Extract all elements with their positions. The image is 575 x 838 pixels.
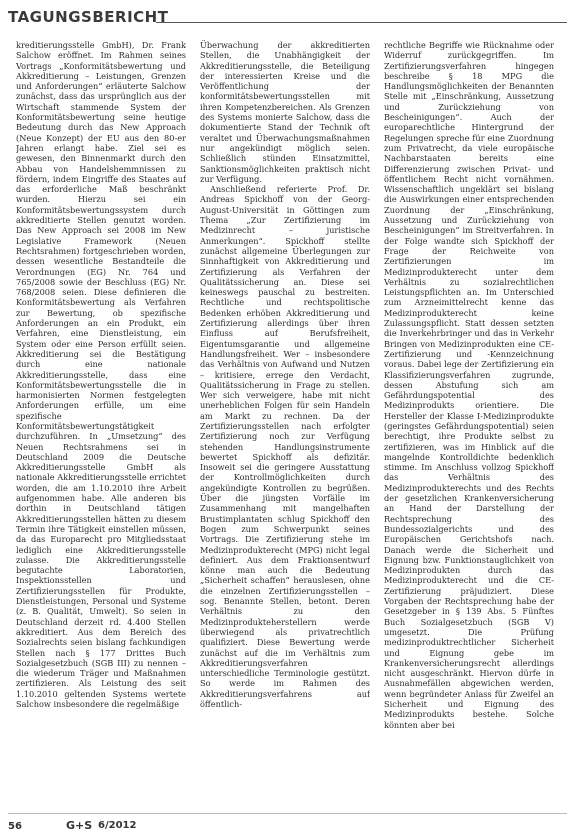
text-column-3	[384, 40, 554, 815]
page-footer	[8, 813, 567, 838]
text-column-2	[200, 40, 370, 815]
page-number: 56	[8, 821, 22, 832]
section-title: TAGUNGSBERICHT	[8, 8, 169, 26]
paragraph: kreditierungsstelle GmbH), Dr. Frank Salchow eröffnet. Im Rahmen seines Vortrags „Konformitätsbewertung und Akkreditierung – Leistungen, Grenzen und Anforderungen“ erläuterte Salchow zunächst, dass das ursprünglich aus der Wirtschaft stammende System der Konformitätsbewertung seine heutige Bedeutung durch das New Approach (Neue Konzept) der EU aus den 80-er Jahren erlangt habe. Ziel sei es gewesen, den Binnenmarkt durch den Abbau von Handelshemmnissen zu fördern, indem Eingriffe des Staates auf das erforderliche Maß beschränkt wurden. Hierzu sei ein Konformitätsbewertungssystem durch akkreditierte Stellen genutzt worden. Das New Approach sei 2008 im New Legislative Framework (Neuen Rechtsrahmen) fortgeschrieben worden, dessen wesentliche Bestandteile die Verordnungen (EG) Nr. 764 und 765/2008 sowie der Beschluss (EG) Nr. 768/2008 seien. Diese definieren die Konformitätsbewertung als Verfahren zur Bewertung, ob spezifische Anforderungen an ein Produkt, ein Verfahren, eine Dienstleistung, ein System oder eine Person erfüllt seien. Akkreditierung sei die Bestätigung durch eine nationale Akkreditierungsstelle, dass eine Konformitätsbewertungsstelle die in harmonisierten Normen festgelegten Anforderungen erfülle, um eine spezifische Konformitätsbewertungstätigkeit durchzuführen. In „Umsetzung“ des Neuen Rechtsrahmens sei in Deutschland 2009 die Deutsche Akkreditierungsstelle GmbH als nationale Akkreditierungsstelle errichtet worden, die am 1.10.2010 ihre Arbeit aufgenommen habe. Alle anderen bis dorthin in Deutschland tätigen Akkreditierungsstellen hätten zu diesem Termin ihre Tätigkeit einstellen müssen, da das Europarecht pro Mitgliedsstaat lediglich eine Akkreditierungsstelle zulasse. Die Akkreditierungsstelle begutachte Laboratorien, Inspektionsstellen und Zertifizierungsstellen für Produkte, Dienstleistungen, Personal und Systeme (z. B. Qualität, Umwelt). So seien in Deutschland derzeit rd. 4.400 Stellen akkreditiert. Aus dem Bereich des Sozialrechts seien bislang fachkundigen Stellen nach § 177 Drittes Buch Sozialgesetzbuch (SGB III) zu nennen – die wiederum Träger und Maßnahmen zertifizieren. Als Leistung des seit 1.10.2010 geltenden Systems wertete Salchow insbesondere die regelmäßige	[16, 40, 186, 709]
paragraph: Anschließend referierte Prof. Dr. Andreas Spickhoff von der Georg-August-Universität in Göttingen zum Thema „Zur Zertifizierung im Medizinrecht – juristische Anmerkungen“. Spickhoff stellte zunächst allgemeine Überlegungen zur Sinnhaftigkeit von Akkreditierung und Zertifizierung als Verfahren der Qualitätssicherung an. Diese sei keineswegs pauschal zu bestreiten. Rechtliche und rechtspolitische Bedenken erhöben Akkreditierung und Zertifizierung allerdings über ihren Einfluss auf Berufsfreiheit, Eigentumsgarantie und allgemeine Handlungsfreiheit. Wer – insbesondere das Verhältnis von Aufwand und Nutzen – kritisiere, errege den Verdacht, Qualitätssicherung in Frage zu stellen. Wer sich verweigere, habe mit nicht unerheblichen Folgen für sein Handeln am Markt zu rechnen. Da der Zertifizierungsstellen nach erfolgter Zertifizierung noch zur Verfügung stehenden Handlungsinstrumente bewertet Spickhoff als defizitär. Insoweit sei die geringere Ausstattung der Kontrollmöglichkeiten durch angekündigte Kontrollen zu begrüßen. Über die jüngsten Vorfälle im Zusammenhang mit mangelhaften Brustimplantaten schlug Spickhoff den Bogen zum Schwerpunkt seines Vortrags. Die Zertifizierung stehe im Medizinprodukterecht (MPG) nicht legal definiert. Aus dem Fraktionsentwurf könne man auch die Bedeutung „Sicherheit schaffen“ herauslesen, ohne die einzelnen Zertifizierungsstellen – sog. Benannte Stellen, betont. Deren Verhältnis zu den Medizinprodukteherstellern werde überwiegend als privatrechtlich qualifiziert. Diese Bewertung werde zunächst auf die im Verhältnis zum Akkreditierungsverfahren unterschiedliche Terminologie gestützt. So werde im Rahmen des Akkreditierungsverfahrens auf öffentlich-	[200, 184, 370, 709]
paragraph: Überwachung der akkreditierten Stellen, die Unabhängigkeit der Akkreditierungsstelle, die Beteiligung der interessierten Kreise und die Veröffentlichung der konformitätsbewertungsstellen mit ihren Kompetenzbereichen. Als Grenzen des Systems monierte Salchow, dass die dokumentierte Stand der Technik oft veraltet und Überwachungsmaßnahmen nur angekündigt möglich seien. Schließlich stünden Einsatzmittel, Sanktionsmöglichkeiten praktisch nicht zur Verfügung.	[200, 40, 370, 184]
header-rule	[156, 22, 567, 23]
text-column-1	[16, 40, 186, 815]
article-body	[16, 40, 554, 815]
page-header	[8, 8, 567, 30]
issue-number: 6/2012	[98, 820, 137, 831]
paragraph: rechtliche Begriffe wie Rücknahme oder Widerruf zurückgegriffen. Im Zertifizierungsverfahren hingegen beschreibe § 18 MPG die Handlungsmöglichkeiten der Benannten Stelle mit „Einschränkung, Aussetzung und Zurückziehung von Bescheinigungen“. Auch der europarechtliche Hintergrund der Regelungen spreche für eine Zuordnung zum Privatrecht, da viele europäische Nachbarstaaten bereits eine Differenzierung zwischen Privat- und öffentlichem Recht nicht vornähmen. Wissenschaftlich ungeklärt sei bislang die Auswirkungen einer entsprechenden Zuordnung der „Einschränkung, Aussetzung und Zurückziehung von Bescheinigungen“ im Streitverfahren. In der Folge wandte sich Spickhoff der Frage der Reichweite von Zertifizierungen im Medizinprodukterecht unter dem Verhältnis zu sozialrechtlichen Leistungspflichten an. Im Unterschied zum Arzneimittelrecht kenne das Medizinprodukterecht keine Zulassungspflicht. Statt dessen setzten die Inverkehrbringer und das in Verkehr Bringen von Medizinprodukten eine CE-Zertifizierung und -Kennzeichnung voraus. Dabei lege der Zertifizierung ein Klassifizierungsverfahren zugrunde, dessen Abstufung sich am Gefährdungspotential des Medizinprodukts orientiere. Die Hersteller der Klasse I-Medizinprodukte (geringstes Gefährdungspotential) seien berechtigt, ihre Produkte selbst zu zertifizieren, was im Hinblick auf die mangelnde Kontrolldichte bedenklich stimme. Im Anschluss vollzog Spickhoff das Verhältnis des Medizinprodukterechts und des Rechts der gesetzlichen Krankenversicherung an Hand der Darstellung der Rechtsprechung des Bundessozialgerichts und des Europäischen Gerichtshofs nach. Danach werde die Sicherheit und Eignung bzw. Funktionstauglichkeit von Medizinprodukten durch das Medizinprodukterecht und die CE-Zertifizierung präjudiziert. Diese Vorgaben der Rechtsprechung habe der Gesetzgeber in § 139 Abs. 5 Fünftes Buch Sozialgesetzbuch (SGB V) umgesetzt. Die Prüfung medizinproduktrechtlicher Sicherheit und Eignung gebe im Krankenversicherungsrecht allerdings nicht ausgeschränkt. Hiervon dürfe in Ausnahmefällen abgewichen werden, wenn begründeter Anlass für Zweifel an Sicherheit und Eignung des Medizinprodukts bestehe. Solche könnten aber bei	[384, 40, 554, 730]
journal-name: G+S	[66, 819, 93, 832]
